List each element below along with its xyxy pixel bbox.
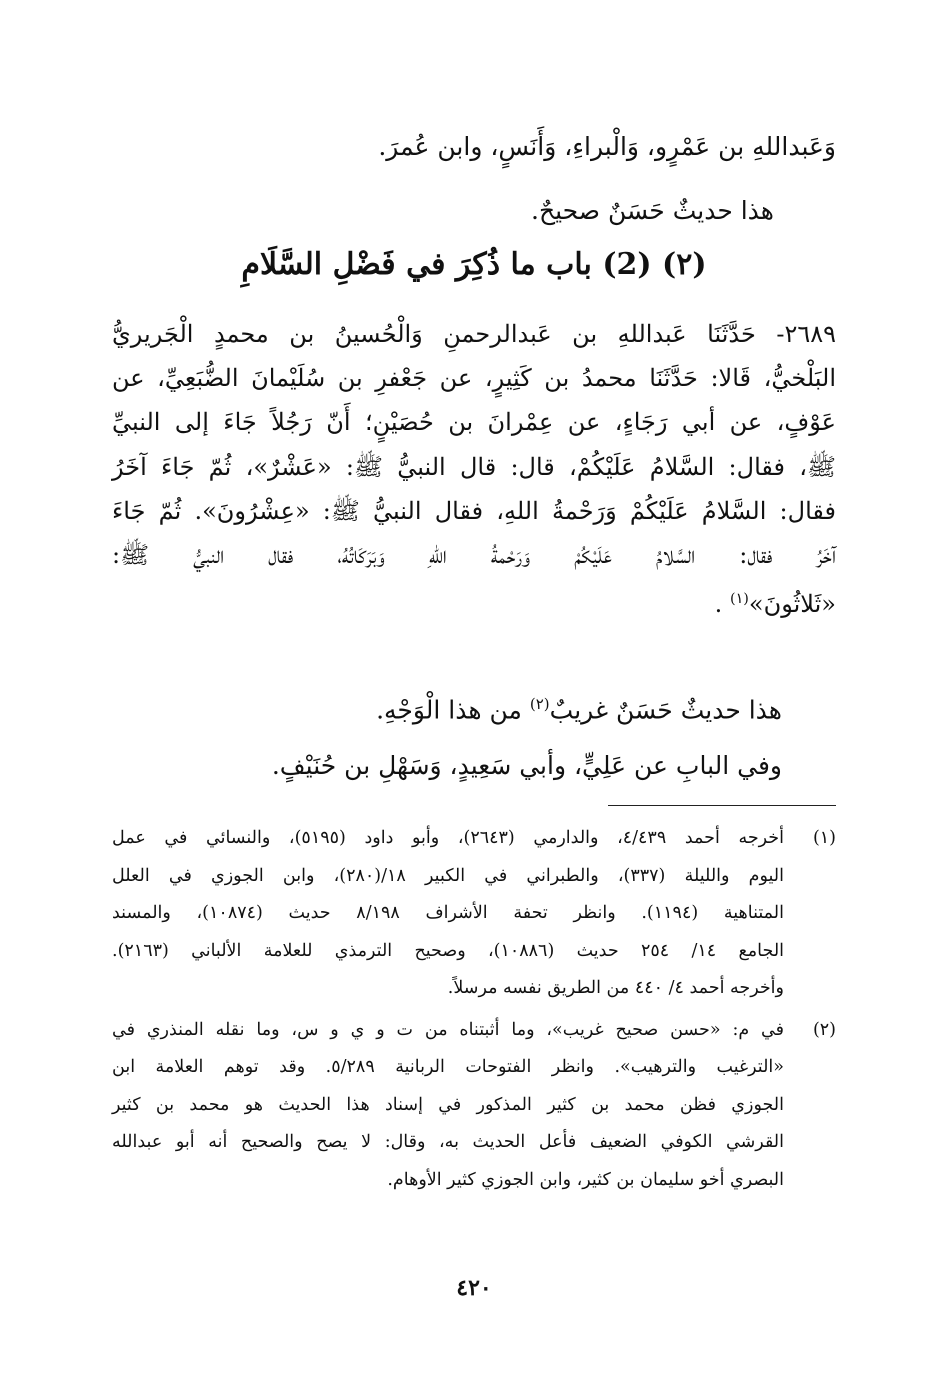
chapter-narrations-line: وفي البابِ عن عَلِيٍّ، وأبي سَعِيدٍ، وَسَهْلِ بن حُنَيْفٍ.: [271, 751, 782, 781]
hadith-line: فقال: السَّلامُ عَلَيْكُمْ وَرَحْمةُ اللهِ، فقال النبيُّ ﷺ: «عِشْرُونَ». ثُمّ جَاءَ: [112, 496, 836, 525]
hadith-last-end: .: [714, 590, 723, 619]
hadith-line: آخَرُ فقال: السَّلامُ عَلَيْكُمْ وَرَحْمةُ اللهِ وَبَرَكَاتُهُ، فقال النبيُّ ﷺ:: [112, 541, 836, 570]
footnote-ref: (١): [729, 591, 749, 608]
footnote-line: وأخرجه أحمد ٤/ ٤٤٠ من الطريق نفسه مرسلاً.: [447, 978, 784, 998]
page-number: ٤٢٠: [456, 1275, 492, 1301]
footnote-number: (١): [812, 828, 836, 848]
grade-text: هذا حديثٌ حَسَنٌ غريبٌ: [549, 695, 782, 725]
hadith-line: البَلْخيُّ، قَالا: حَدَّثَنَا محمدُ بن كَثِيرٍ، عن جَعْفرِ بن سُلَيْمانَ الضُّبَعِيِّ، عن: [112, 364, 836, 393]
grade-text-end: من هذا الْوَجْهِ.: [376, 695, 530, 725]
hadith-text: [112, 312, 836, 626]
hadith-line: ﷺ، فقال: السَّلامُ عَلَيْكُمْ، قال: قال النبيُّ ﷺ: «عَشْرٌ»، ثُمّ جَاءَ آخَرُ: [112, 452, 836, 481]
footnotes: [112, 820, 836, 1203]
grading-line: هذا حديثٌ حَسَنٌ صحيحٌ.: [531, 196, 774, 225]
chapter-heading: (٢) (2) باب ما ذُكِرَ في فَضْلِ السَّلَامِ: [241, 247, 707, 282]
intro-line: وَعَبداللهِ بن عَمْرٍو، وَالْبراءِ، وَأَنَسٍ، وابن عُمرَ.: [378, 132, 836, 161]
footnote-divider: [608, 805, 836, 806]
hadith-line: [112, 577, 836, 626]
footnote-line: اليوم والليلة (٣٣٧)، والطبراني في الكبير ١٨/(٢٨٠)، وابن الجوزي في العلل: [112, 865, 785, 886]
footnote-1: [112, 820, 836, 1008]
footnote-2: [112, 1012, 836, 1200]
footnote-line: البصري أخو سليمان بن كثير، وابن الجوزي كثير الأوهام.: [387, 1169, 784, 1190]
footnote-ref: (٢): [529, 695, 550, 713]
footnote-line: المتناهية (١١٩٤). وانظر تحفة الأشراف ٨/١٩٨ حديث (١٠٨٧٤)، والمسند: [112, 903, 784, 923]
footnote-line: الجامع ١٤/ ٢٥٤ حديث (١٠٨٨٦)، وصحيح الترمذي للعلامة الألباني (٢١٦٣).: [112, 940, 785, 961]
footnote-line: أخرجه أحمد ٤/٤٣٩، والدارمي (٢٦٤٣)، وأبو داود (٥١٩٥)، والنسائي في عمل: [112, 828, 784, 848]
footnote-line: الجوزي فظن محمد بن كثير المذكور في إسناد هذا الحديث هو محمد بن كثير: [112, 1094, 784, 1115]
grade-section: [112, 676, 836, 794]
footnote-number: (٢): [812, 1019, 836, 1040]
footnote-line: في م: «حسن صحيح غريب»، وما أثبتناه من ت و ي و س، وما نقله المنذري في: [112, 1019, 784, 1040]
hadith-line: عَوْفٍ، عن أبي رَجَاءٍ، عن عِمْرانَ بن حُصَيْنٍ؛ أَنّ رَجُلاً جَاءَ إلى النبيِّ: [112, 408, 836, 437]
intro-section: [112, 115, 836, 243]
hadith-last-text: «ثَلاثُونَ»: [748, 590, 836, 619]
grade-line: [112, 676, 836, 738]
hadith-line: ٢٦٨٩- حَدَّثَنَا عَبداللهِ بن عَبدالرحمنِ وَالْحُسينُ بن محمدٍ الْجَريريُّ: [112, 320, 836, 348]
footnote-line: «الترغيب والترهيب». وانظر الفتوحات الربانية ٥/٢٨٩. وقد توهم العلامة ابن: [112, 1057, 784, 1077]
footnote-line: القرشي الكوفي الضعيف فأعل الحديث به، وقال: لا يصح والصحيح أنه أبو عبدالله: [112, 1132, 784, 1152]
